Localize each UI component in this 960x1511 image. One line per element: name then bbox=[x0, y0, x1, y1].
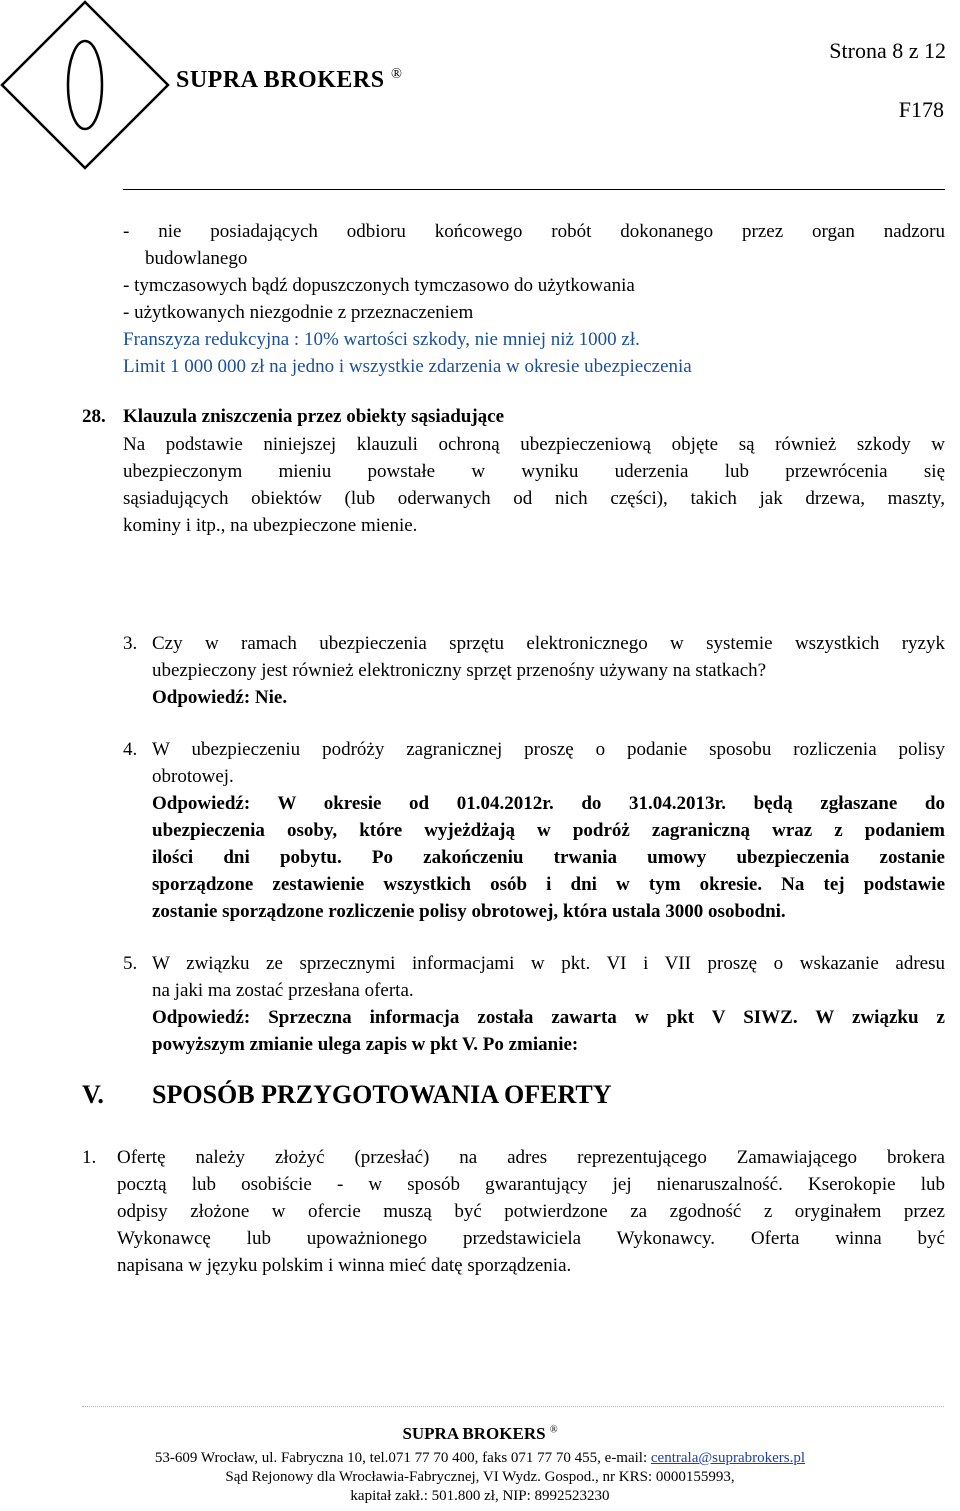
footer-address: 53-609 Wrocław, ul. Fabryczna 10, tel.071 77 70 400, faks 071 77 70 455, e-mail: centrala@suprabrokers.pl bbox=[154, 1450, 806, 1466]
question-number: 4. bbox=[123, 739, 138, 760]
header-rule bbox=[123, 189, 945, 190]
section-item-line: Ofertę należy złożyć (przesłać) na adres reprezentującego Zamawiającego brokera bbox=[117, 1147, 945, 1168]
clause-line: sąsiadujących obiektów (lub oderwanych od nich części), takich jak drzewa, maszty, bbox=[123, 488, 945, 509]
section-item-line: pocztą lub osobiście - w sposób gwarantujący jej nienaruszalność. Kserokopie lub bbox=[117, 1174, 945, 1195]
question-number: 3. bbox=[123, 633, 138, 654]
question-line: Czy w ramach ubezpieczenia sprzętu elektronicznego w systemie wszystkich ryzyk bbox=[152, 633, 945, 654]
list-item: budowlanego bbox=[145, 248, 248, 269]
answer-line: Odpowiedź: Sprzeczna informacja została zawarta w pkt V SIWZ. W związku z bbox=[152, 1007, 945, 1028]
answer-line: Odpowiedź: W okresie od 01.04.2012r. do 31.04.2013r. będą zgłaszane do bbox=[152, 793, 945, 814]
deductible-text: Franszyza redukcyjna : 10% wartości szkody, nie mniej niż 1000 zł. bbox=[123, 329, 640, 350]
clause-title: Klauzula zniszczenia przez obiekty sąsiadujące bbox=[123, 406, 505, 427]
clause-line: ubezpieczonym mieniu powstałe w wyniku uderzenia lub przewrócenia się bbox=[123, 461, 945, 482]
question-line: obrotowej. bbox=[152, 766, 234, 787]
answer-line: ubezpieczenia osoby, które wyjeżdżają w podróż zagraniczną wraz z podaniem bbox=[152, 820, 945, 841]
question-line: W ubezpieczeniu podróży zagranicznej proszę o podanie sposobu rozliczenia polisy bbox=[152, 739, 945, 760]
footer-rule bbox=[82, 1406, 944, 1407]
section-item-line: odpisy złożone w ofercie muszą być potwierdzone za zgodność z oryginałem przez bbox=[117, 1201, 945, 1222]
clause-number: 28. bbox=[82, 406, 106, 427]
section-item-number: 1. bbox=[82, 1147, 97, 1168]
clause-line: Na podstawie niniejszej klauzuli ochroną ubezpieczeniową objęte są również szkody w bbox=[123, 434, 945, 455]
answer-line: sporządzone zestawienie wszystkich osób i dni w tym okresie. Na tej podstawie bbox=[152, 874, 945, 895]
form-code: F178 bbox=[898, 97, 944, 122]
section-heading bbox=[82, 1080, 612, 1110]
footer-capital: kapitał zakł.: 501.800 zł, NIP: 8992523230 bbox=[350, 1488, 610, 1504]
list-item: - nie posiadających odbioru końcowego robót dokonanego przez organ nadzoru bbox=[123, 221, 945, 242]
section-title: SPOSÓB PRZYGOTOWANIA OFERTY bbox=[152, 1080, 612, 1109]
answer-line: Odpowiedź: Nie. bbox=[152, 687, 288, 708]
footer-brand: SUPRA BROKERS ® bbox=[402, 1424, 558, 1443]
limit-text: Limit 1 000 000 zł na jedno i wszystkie zdarzenia w okresie ubezpieczenia bbox=[123, 356, 692, 377]
footer-court: Sąd Rejonowy dla Wrocławia-Fabrycznej, VI Wydz. Gospod., nr KRS: 0000155993, bbox=[225, 1469, 735, 1485]
question-number: 5. bbox=[123, 953, 138, 974]
question-line: na jaki ma zostać przesłana oferta. bbox=[152, 980, 414, 1001]
answer-line: powyższym zmianie ulega zapis w pkt V. Po zmianie: bbox=[152, 1034, 579, 1055]
clause-line: kominy i itp., na ubezpieczone mienie. bbox=[123, 515, 418, 536]
answer-line: zostanie sporządzone rozliczenie polisy obrotowej, która ustala 3000 osobodni. bbox=[152, 901, 786, 922]
answer-line: ilości dni pobytu. Po zakończeniu trwania umowy ubezpieczenia zostanie bbox=[152, 847, 945, 868]
company-logo bbox=[0, 0, 170, 170]
section-item-line: napisana w języku polskim i winna mieć datę sporządzenia. bbox=[117, 1255, 572, 1276]
question-line: ubezpieczony jest również elektroniczny sprzęt przenośny używany na statkach? bbox=[152, 660, 767, 681]
header-brand: SUPRA BROKERS ® bbox=[176, 66, 403, 93]
email-link[interactable]: centrala@suprabrokers.pl bbox=[650, 1450, 806, 1466]
list-item: - użytkowanych niezgodnie z przeznaczeniem bbox=[123, 302, 474, 323]
section-numeral: V. bbox=[82, 1080, 104, 1109]
section-item-line: Wykonawcę lub upoważnionego przedstawiciela Wykonawcy. Oferta winna być bbox=[117, 1228, 945, 1249]
question-line: W związku ze sprzecznymi informacjami w pkt. VI i VII proszę o wskazanie adresu bbox=[152, 953, 945, 974]
page-number: Strona 8 z 12 bbox=[829, 38, 946, 63]
list-item: - tymczasowych bądź dopuszczonych tymczasowo do użytkowania bbox=[123, 275, 635, 296]
